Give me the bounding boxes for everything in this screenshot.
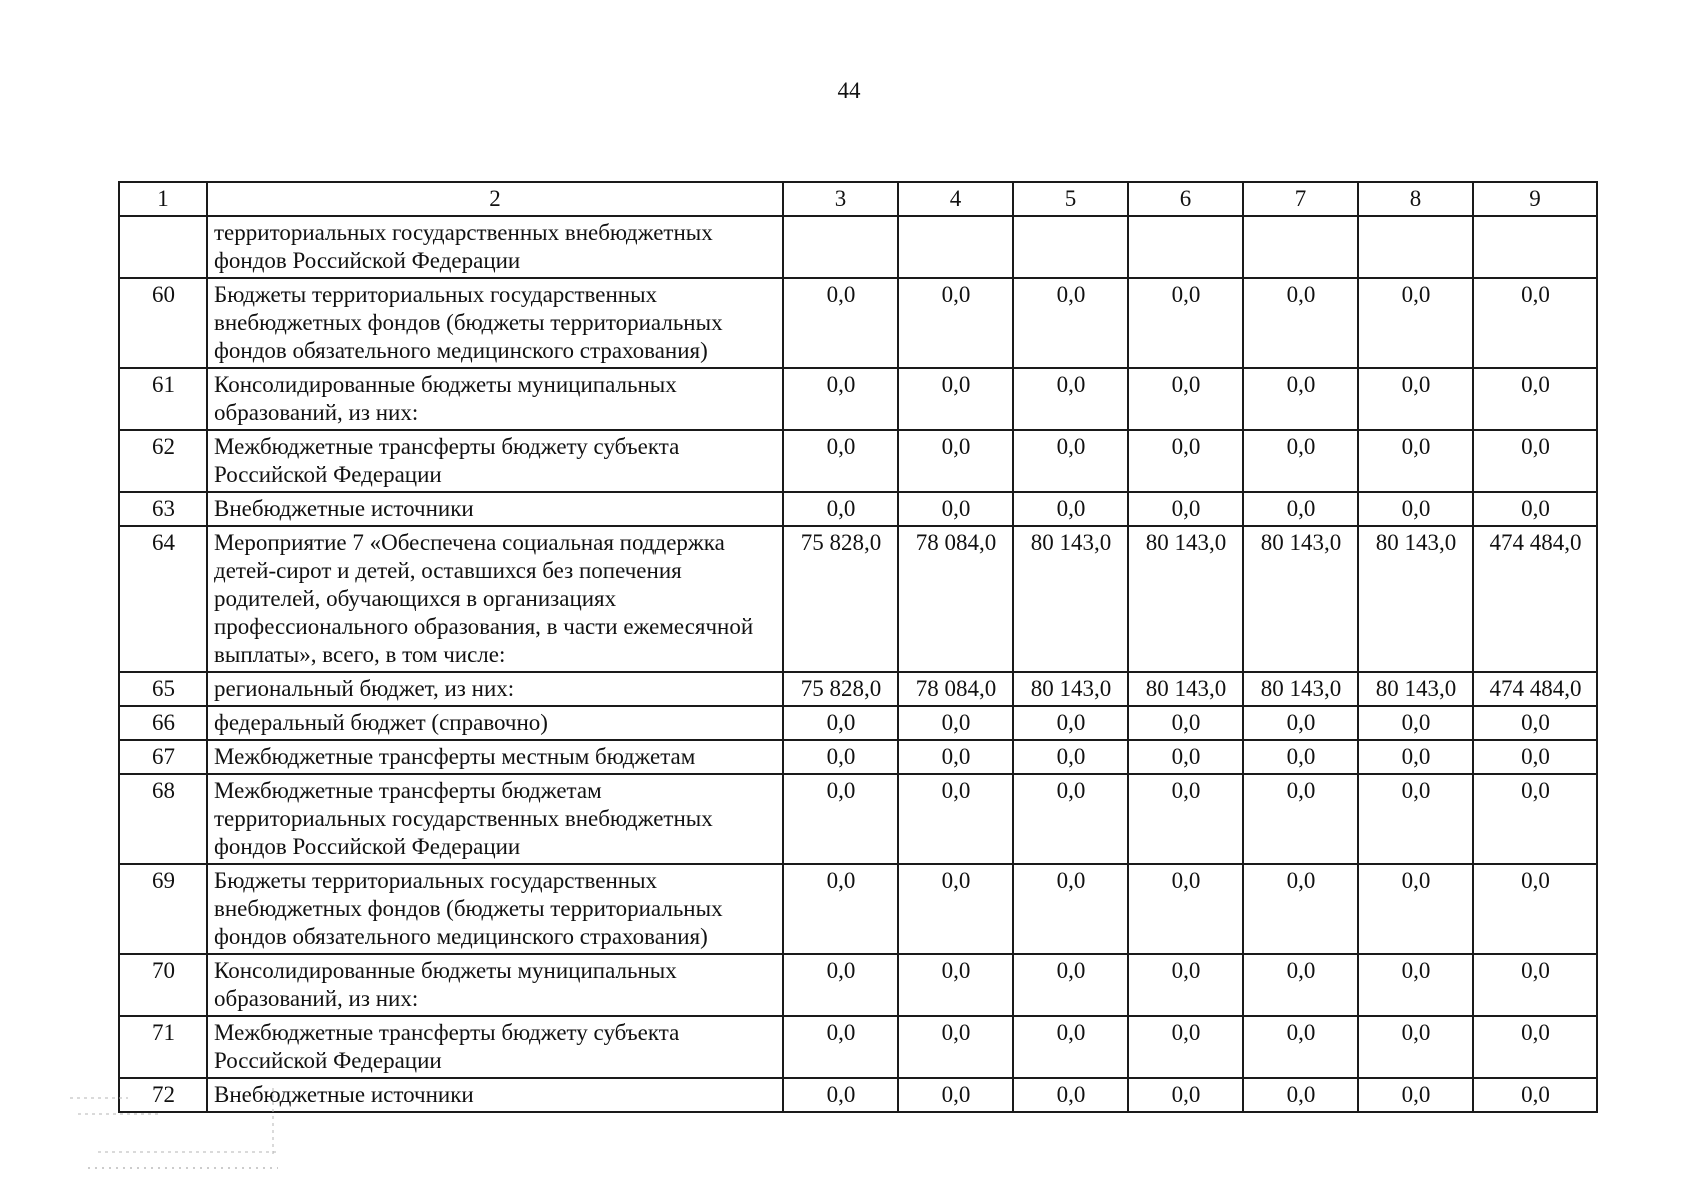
value-cell-col-3: 0,0 [783,1078,898,1112]
table-row [119,954,1597,1016]
value-cell-col-6: 0,0 [1128,1078,1243,1112]
row-number: 64 [119,526,207,672]
value-cell-col-3: 0,0 [783,774,898,864]
table-header [119,182,1597,216]
value-cell-col-5: 0,0 [1013,1016,1128,1078]
page-number: 44 [837,78,861,103]
value-cell-col-3: 0,0 [783,430,898,492]
row-number [119,216,207,278]
row-description: Внебюджетные источники [207,492,783,526]
row-description: Внебюджетные источники [207,1078,783,1112]
value-cell-col-3: 0,0 [783,278,898,368]
value-cell-col-3: 0,0 [783,706,898,740]
value-cell-col-5: 0,0 [1013,864,1128,954]
value-cell-col-9: 474 484,0 [1473,672,1597,706]
value-cell-col-4: 0,0 [898,864,1013,954]
value-cell-col-8 [1358,216,1473,278]
value-cell-col-7: 0,0 [1243,774,1358,864]
value-cell-col-6: 0,0 [1128,492,1243,526]
value-cell-col-8: 0,0 [1358,1016,1473,1078]
value-cell-col-7: 0,0 [1243,706,1358,740]
table-body [119,216,1597,1112]
value-cell-col-9: 0,0 [1473,368,1597,430]
value-cell-col-6: 80 143,0 [1128,672,1243,706]
column-header-1: 1 [119,182,207,216]
row-number: 68 [119,774,207,864]
value-cell-col-6: 0,0 [1128,954,1243,1016]
table-row [119,492,1597,526]
row-number: 67 [119,740,207,774]
row-number: 72 [119,1078,207,1112]
value-cell-col-6: 0,0 [1128,430,1243,492]
row-number: 71 [119,1016,207,1078]
value-cell-col-3: 0,0 [783,954,898,1016]
row-number: 63 [119,492,207,526]
table-row [119,740,1597,774]
value-cell-col-9: 0,0 [1473,954,1597,1016]
value-cell-col-5: 0,0 [1013,492,1128,526]
row-description: Консолидированные бюджеты муниципальных образований, из них: [207,954,783,1016]
row-description: Консолидированные бюджеты муниципальных образований, из них: [207,368,783,430]
value-cell-col-4: 0,0 [898,706,1013,740]
value-cell-col-4: 0,0 [898,492,1013,526]
table-row [119,706,1597,740]
value-cell-col-5: 0,0 [1013,278,1128,368]
row-description: Межбюджетные трансферты бюджетам территориальных государственных внебюджетных фондов Российской Федерации [207,774,783,864]
value-cell-col-5: 0,0 [1013,368,1128,430]
value-cell-col-7: 0,0 [1243,430,1358,492]
value-cell-col-5: 80 143,0 [1013,526,1128,672]
value-cell-col-8: 0,0 [1358,278,1473,368]
value-cell-col-9: 0,0 [1473,492,1597,526]
value-cell-col-9: 0,0 [1473,706,1597,740]
budget-table [118,181,1598,1113]
value-cell-col-7 [1243,216,1358,278]
value-cell-col-8: 0,0 [1358,706,1473,740]
value-cell-col-9: 0,0 [1473,1078,1597,1112]
table-row [119,430,1597,492]
value-cell-col-6: 0,0 [1128,774,1243,864]
table-row [119,672,1597,706]
value-cell-col-4: 0,0 [898,954,1013,1016]
value-cell-col-9: 0,0 [1473,430,1597,492]
value-cell-col-5: 0,0 [1013,740,1128,774]
column-header-7: 7 [1243,182,1358,216]
value-cell-col-3 [783,216,898,278]
row-number: 61 [119,368,207,430]
row-description: Бюджеты территориальных государственных внебюджетных фондов (бюджеты территориальных фондов обязательного медицинского страхования) [207,864,783,954]
value-cell-col-6 [1128,216,1243,278]
value-cell-col-7: 0,0 [1243,1078,1358,1112]
value-cell-col-9: 0,0 [1473,278,1597,368]
value-cell-col-4: 0,0 [898,740,1013,774]
value-cell-col-3: 75 828,0 [783,526,898,672]
value-cell-col-9: 0,0 [1473,774,1597,864]
value-cell-col-6: 80 143,0 [1128,526,1243,672]
row-number: 66 [119,706,207,740]
row-description: Мероприятие 7 «Обеспечена социальная поддержка детей-сирот и детей, оставшихся без попечения родителей, обучающихся в организациях профессионального образования, в части ежемесячной выплаты», всего, в том числе: [207,526,783,672]
table-row [119,774,1597,864]
value-cell-col-4: 0,0 [898,1016,1013,1078]
value-cell-col-6: 0,0 [1128,1016,1243,1078]
value-cell-col-8: 0,0 [1358,368,1473,430]
value-cell-col-7: 0,0 [1243,864,1358,954]
value-cell-col-7: 0,0 [1243,278,1358,368]
value-cell-col-5: 0,0 [1013,954,1128,1016]
value-cell-col-7: 0,0 [1243,1016,1358,1078]
row-description: Межбюджетные трансферты местным бюджетам [207,740,783,774]
row-description: Бюджеты территориальных государственных внебюджетных фондов (бюджеты территориальных фондов обязательного медицинского страхования) [207,278,783,368]
column-header-6: 6 [1128,182,1243,216]
value-cell-col-8: 80 143,0 [1358,672,1473,706]
table-row [119,278,1597,368]
value-cell-col-3: 0,0 [783,368,898,430]
value-cell-col-5: 0,0 [1013,1078,1128,1112]
value-cell-col-4: 78 084,0 [898,526,1013,672]
row-description: Межбюджетные трансферты бюджету субъекта Российской Федерации [207,430,783,492]
value-cell-col-8: 0,0 [1358,1078,1473,1112]
value-cell-col-4: 0,0 [898,774,1013,864]
row-number: 69 [119,864,207,954]
value-cell-col-8: 0,0 [1358,864,1473,954]
value-cell-col-6: 0,0 [1128,864,1243,954]
value-cell-col-9: 0,0 [1473,740,1597,774]
value-cell-col-9: 0,0 [1473,1016,1597,1078]
table-row [119,864,1597,954]
value-cell-col-8: 0,0 [1358,774,1473,864]
row-description: Межбюджетные трансферты бюджету субъекта Российской Федерации [207,1016,783,1078]
value-cell-col-7: 0,0 [1243,740,1358,774]
value-cell-col-5 [1013,216,1128,278]
table-row [119,526,1597,672]
value-cell-col-5: 80 143,0 [1013,672,1128,706]
row-description: федеральный бюджет (справочно) [207,706,783,740]
value-cell-col-8: 0,0 [1358,954,1473,1016]
value-cell-col-5: 0,0 [1013,430,1128,492]
value-cell-col-7: 0,0 [1243,954,1358,1016]
value-cell-col-4: 0,0 [898,278,1013,368]
value-cell-col-3: 0,0 [783,864,898,954]
row-description: региональный бюджет, из них: [207,672,783,706]
value-cell-col-4: 78 084,0 [898,672,1013,706]
value-cell-col-3: 75 828,0 [783,672,898,706]
value-cell-col-6: 0,0 [1128,706,1243,740]
table-row [119,216,1597,278]
value-cell-col-4: 0,0 [898,368,1013,430]
value-cell-col-5: 0,0 [1013,706,1128,740]
column-header-4: 4 [898,182,1013,216]
row-description: территориальных государственных внебюджетных фондов Российской Федерации [207,216,783,278]
table-row [119,1016,1597,1078]
value-cell-col-5: 0,0 [1013,774,1128,864]
column-header-9: 9 [1473,182,1597,216]
value-cell-col-8: 80 143,0 [1358,526,1473,672]
value-cell-col-8: 0,0 [1358,740,1473,774]
header-row [119,182,1597,216]
value-cell-col-7: 0,0 [1243,492,1358,526]
value-cell-col-9: 474 484,0 [1473,526,1597,672]
value-cell-col-7: 0,0 [1243,368,1358,430]
row-number: 62 [119,430,207,492]
column-header-8: 8 [1358,182,1473,216]
value-cell-col-6: 0,0 [1128,740,1243,774]
table-row [119,368,1597,430]
value-cell-col-9: 0,0 [1473,864,1597,954]
value-cell-col-7: 80 143,0 [1243,526,1358,672]
row-number: 65 [119,672,207,706]
column-header-5: 5 [1013,182,1128,216]
value-cell-col-6: 0,0 [1128,278,1243,368]
value-cell-col-4: 0,0 [898,1078,1013,1112]
value-cell-col-7: 80 143,0 [1243,672,1358,706]
value-cell-col-8: 0,0 [1358,430,1473,492]
value-cell-col-3: 0,0 [783,492,898,526]
column-header-2: 2 [207,182,783,216]
value-cell-col-4 [898,216,1013,278]
table-row [119,1078,1597,1112]
column-header-3: 3 [783,182,898,216]
value-cell-col-3: 0,0 [783,740,898,774]
value-cell-col-8: 0,0 [1358,492,1473,526]
value-cell-col-9 [1473,216,1597,278]
value-cell-col-3: 0,0 [783,1016,898,1078]
row-number: 70 [119,954,207,1016]
value-cell-col-4: 0,0 [898,430,1013,492]
row-number: 60 [119,278,207,368]
value-cell-col-6: 0,0 [1128,368,1243,430]
